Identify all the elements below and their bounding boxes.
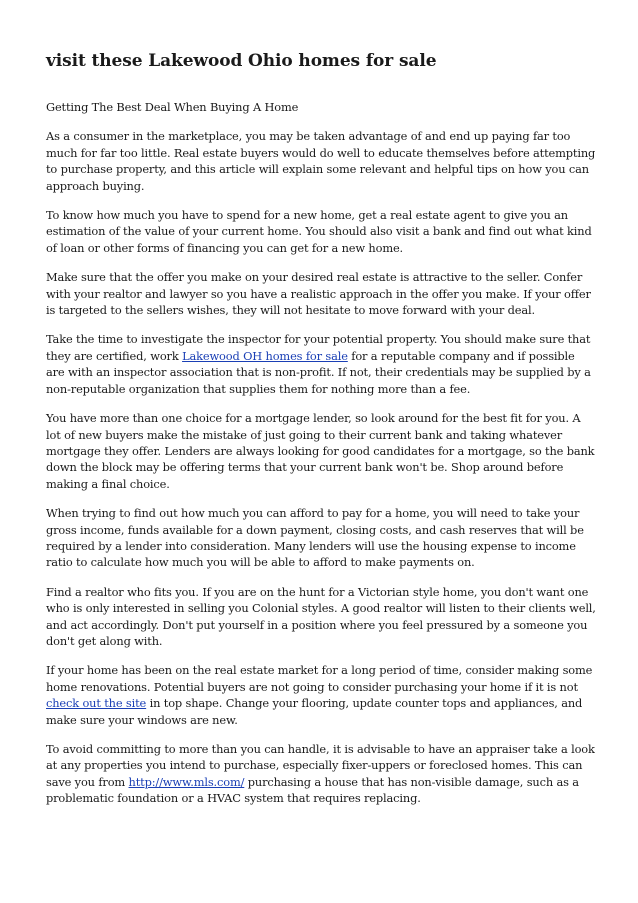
- document-title: visit these Lakewood Ohio homes for sale: [46, 51, 437, 71]
- check-out-site-link[interactable]: check out the site: [46, 696, 147, 711]
- mls-link[interactable]: http://www.mls.com/: [128, 774, 245, 789]
- paragraph-text: purchasing a house that has non-visible damage, such as a problematic foundation or a HVAC system that requires replacing.: [46, 774, 579, 806]
- lakewood-homes-link[interactable]: Lakewood OH homes for sale: [182, 348, 348, 363]
- paragraph-appraiser: [46, 741, 596, 807]
- paragraph-text: If your home has been on the real estate market for a long period of time, consider making some home renovations. Potential buyers are not going to consider purchasing your home if it is not: [46, 663, 593, 694]
- paragraph-text: for a reputable company and if possible are with an inspector association that is non-profit. If not, their credentials may be supplied by a non-reputable organization that supplies them for nothing more than a fee.: [46, 348, 591, 396]
- paragraph-text: To avoid committing to more than you can handle, it is advisable to have an appraiser take a look at any properties you intend to purchase, especially fixer-uppers or foreclosed homes. This can save you from: [46, 742, 595, 789]
- paragraph-estimation: To know how much you have to spend for a new home, get a real estate agent to give you an estimation of the value of your current home. You should also visit a bank and find out what kind of loan or other forms of financing you can get for a new home.: [46, 208, 592, 255]
- paragraph-mortgage: You have more than one choice for a mortgage lender, so look around for the best fit for you. A lot of new buyers make the mistake of just going to their current bank and taking whatever mortgage they offer. Lenders are always looking for good candidates for a mortgage, so the bank down the block may be offering terms that your current bank won't be. Shop around before making a final choice.: [46, 411, 595, 491]
- paragraph-realtor: Find a realtor who fits you. If you are on the hunt for a Victorian style home, you don't want one who is only interested in selling you Colonial styles. A good realtor will listen to their clients well, and act accordingly. Don't put yourself in a position where you feel pressured by a someone you don't get along with.: [46, 584, 596, 648]
- paragraph-text: Take the time to investigate the inspector for your potential property. You should make sure that they are certified, work: [46, 332, 591, 363]
- paragraph-text: in top shape. Change your flooring, update counter tops and appliances, and make sure your windows are new.: [46, 696, 583, 727]
- document-page: [46, 50, 596, 820]
- paragraph-intro: As a consumer in the marketplace, you may be taken advantage of and end up paying far too much for far too little. Real estate buyers would do well to educate themselves before attempting to purchase property, and this article will explain some relevant and helpful tips on how you can approach buying.: [46, 129, 596, 193]
- paragraph-afford: When trying to find out how much you can afford to pay for a home, you will need to take your gross income, funds available for a down payment, closing costs, and cash reserves that will be required by a lender into consideration. Many lenders will use the housing expense to income ratio to calculate how much you will be able to afford to make payments on.: [46, 506, 584, 570]
- paragraph-renovations: [46, 662, 596, 728]
- paragraph-offer: Make sure that the offer you make on your desired real estate is attractive to the seller. Confer with your realtor and lawyer so you have a realistic approach in the offer you make. If your offer is targeted to the sellers wishes, they will not hesitate to move forward with your deal.: [46, 270, 591, 318]
- document-subtitle: Getting The Best Deal When Buying A Home: [46, 100, 299, 114]
- paragraph-inspector: [46, 331, 596, 397]
